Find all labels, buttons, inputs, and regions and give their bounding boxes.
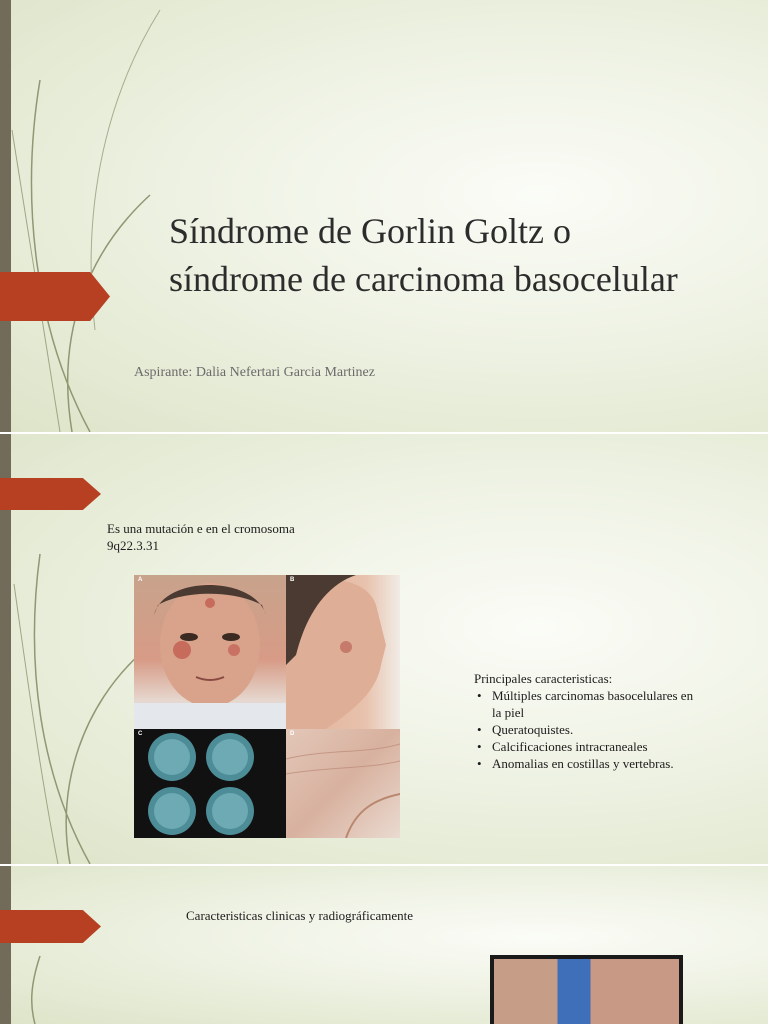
features-list	[474, 687, 704, 772]
swirl-stroke	[32, 80, 90, 432]
title-line-1: Síndrome de Gorlin Goltz o	[169, 211, 571, 251]
features-heading: Principales caracteristicas:	[474, 671, 613, 686]
brain-ct-scan-photo	[134, 729, 286, 838]
neck-skin-photo	[286, 729, 400, 838]
swirl-stroke	[32, 956, 40, 1024]
feature-item: • Múltiples carcinomas basocelulares en la piel	[474, 687, 704, 721]
intro-line-1: Es una mutación e en el cromosoma	[107, 521, 295, 536]
slide-accent-tab	[0, 910, 101, 943]
face-illustration-icon	[134, 575, 286, 729]
features-block	[474, 670, 704, 772]
feature-item: • Anomalias en costillas y vertebras.	[474, 755, 704, 772]
slide-accent-tab	[0, 272, 110, 321]
swirl-stroke	[91, 10, 160, 330]
slide-accent-tab	[0, 478, 101, 510]
photo-label: B	[290, 577, 295, 583]
profile-illustration-icon	[286, 575, 400, 729]
patient-face-photo	[134, 575, 286, 729]
swirl-stroke	[66, 654, 143, 864]
title-line-2: síndrome de carcinoma basocelular	[169, 259, 678, 299]
slide-subtitle: Aspirante: Dalia Nefertari Garcia Martinez	[134, 365, 375, 380]
slide-heading: Caracteristicas clinicas y radiográficamente	[186, 908, 414, 923]
mutation-text	[107, 520, 367, 554]
photo-label: C	[138, 731, 143, 737]
hands-clinical-photo	[490, 955, 683, 1024]
clinical-photo-grid	[134, 575, 400, 838]
skin-illustration-icon	[286, 729, 400, 838]
photo-label: A	[138, 577, 143, 583]
ct-scan-illustration-icon	[134, 729, 286, 838]
feature-item: • Calcificaciones intracraneales	[474, 738, 704, 755]
decorative-swirl-icon	[0, 866, 120, 1024]
swirl-stroke	[14, 584, 58, 864]
title-slide[interactable]	[0, 0, 768, 432]
content-slide-3[interactable]	[0, 866, 768, 1024]
photo-label: D	[290, 731, 295, 737]
intro-line-2: 9q22.3.31	[107, 538, 159, 553]
slide-title	[169, 207, 749, 303]
feature-item: • Queratoquistes.	[474, 721, 704, 738]
swirl-stroke	[34, 554, 90, 864]
patient-profile-photo	[286, 575, 400, 729]
content-slide-2[interactable]	[0, 434, 768, 864]
